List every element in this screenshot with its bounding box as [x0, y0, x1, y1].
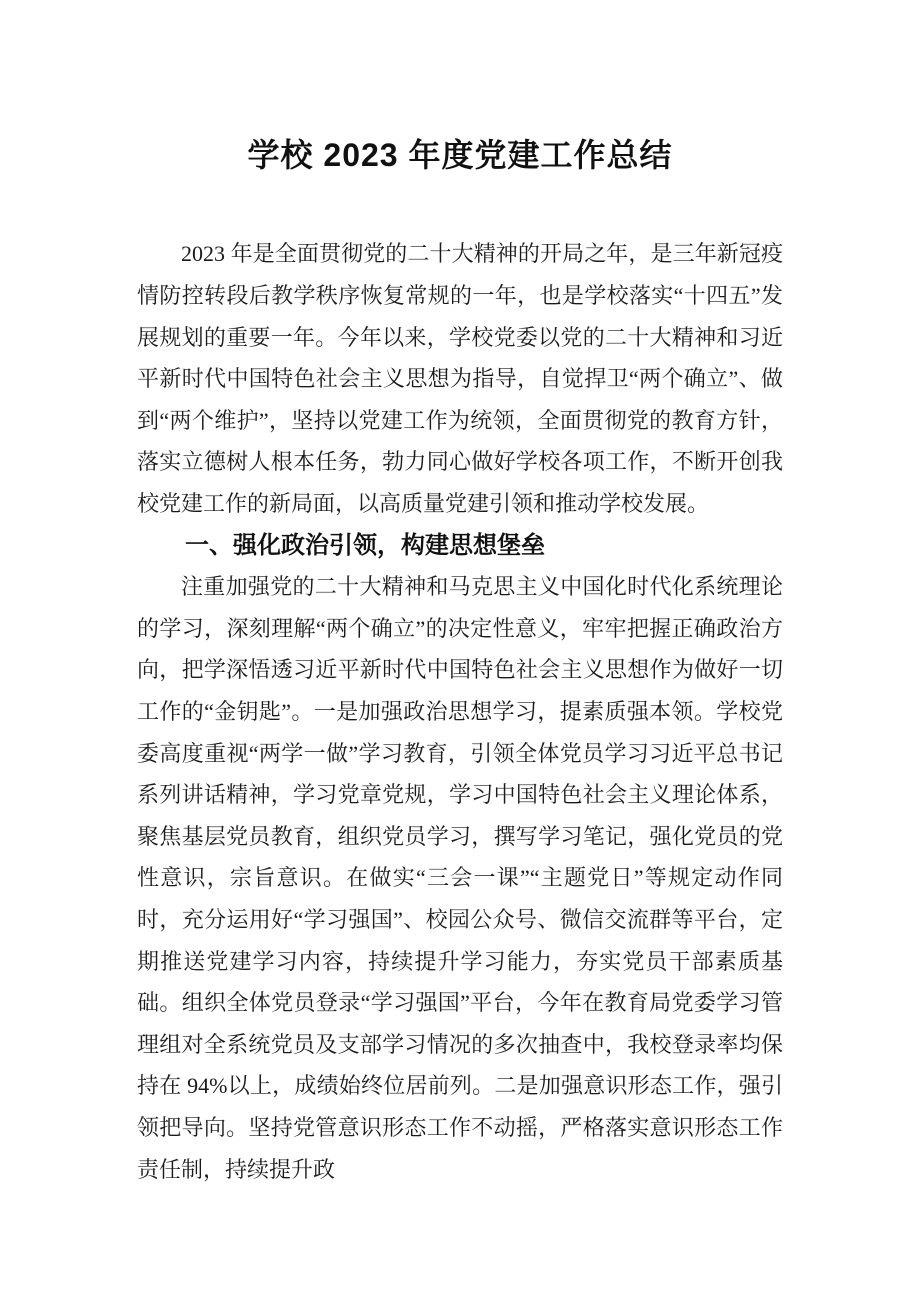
intro-paragraph: 2023 年是全面贯彻党的二十大精神的开局之年，是三年新冠疫情防控转段后教学秩序恢复常规的一年，也是学校落实“十四五”发展规划的重要一年。今年以来，学校党委以党的二十大精神和习近平新时代中国特色社会主义思想为指导，自觉捍卫“两个确立”、做到“两个维护”，坚持以党建工作为统领，全面贯彻党的教育方针，落实立德树人根本任务，勃力同心做好学校各项工作，不断开创我校党建工作的新局面，以高质量党建引领和推动学校发展。	[137, 241, 783, 516]
document-title-text: 学校 2023 年度党建工作总结	[247, 137, 673, 174]
document-title	[0, 21, 920, 179]
document-body	[137, 233, 783, 1190]
section-heading-1: 一、强化政治引领，构建思想堡垒	[185, 531, 545, 559]
section-1-paragraph: 注重加强党的二十大精神和马克思主义中国化时代化系统理论的学习，深刻理解“两个确立”的决定性意义，牢牢把握正确政治方向，把学深悟透习近平新时代中国特色社会主义思想作为做好一切工作的“金钥匙”。一是加强政治思想学习，提素质强本领。学校党委高度重视“两学一做”学习教育，引领全体党员学习习近平总书记系列讲话精神，学习党章党规，学习中国特色社会主义理论体系，聚焦基层党员教育，组织党员学习，撰写学习笔记，强化党员的党性意识，宗旨意识。在做实“三会一课”“主题党日”等规定动作同时，充分运用好“学习强国”、校园公众号、微信交流群等平台，定期推送党建学习内容，持续提升学习能力，夯实党员干部素质基础。组织全体党员登录“学习强国”平台，今年在教育局党委学习管理组对全系统党员及支部学习情况的多次抽查中，我校登录率均保持在 94%以上，成绩始终位居前列。二是加强意识形态工作，强引领把导向。坚持党管意识形态工作不动摇，严格落实意识形态工作责任制，持续提升政	[137, 574, 783, 1182]
